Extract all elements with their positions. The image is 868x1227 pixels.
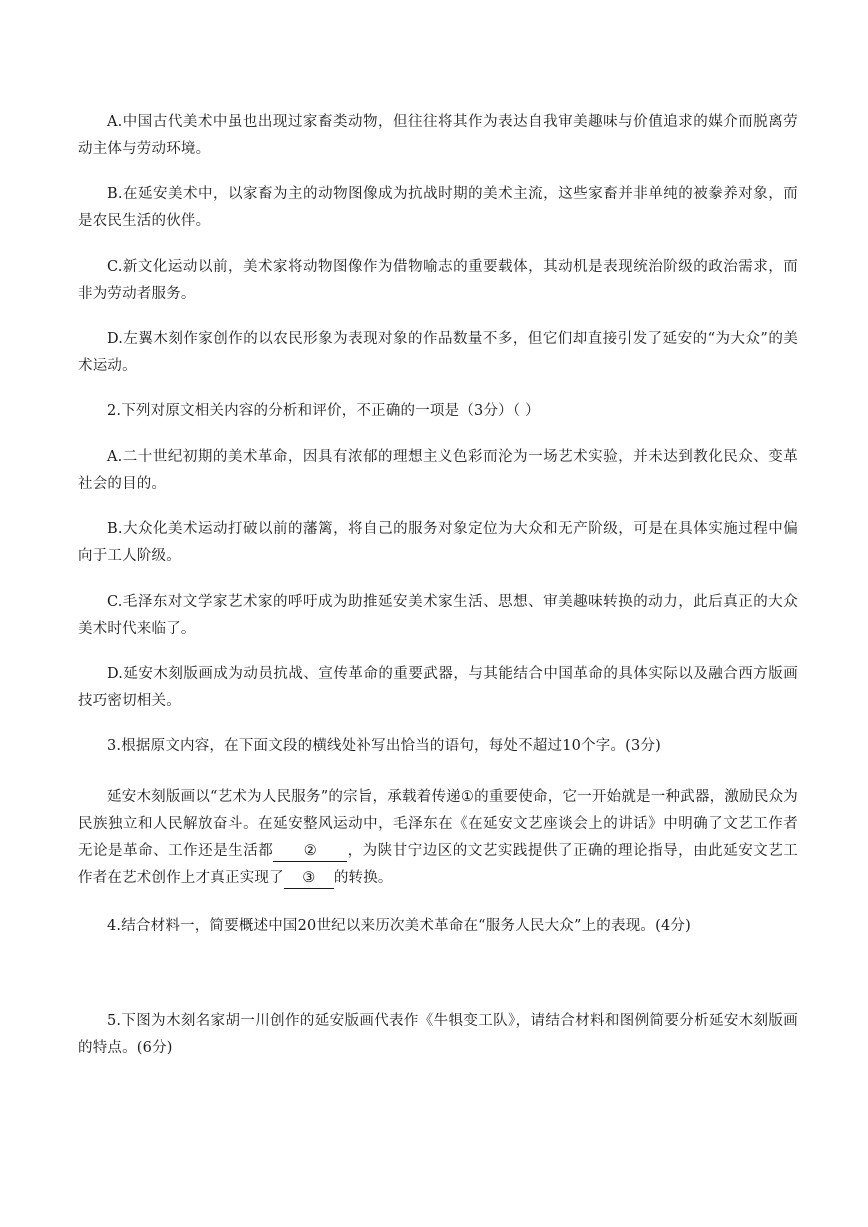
q3-text-2: 的重要使命，它一开始就是一种武器，激励民众为民族独立和人民解放奋斗。在延安整风运动中，毛泽东在《在延安文艺座谈会上的讲话》中明确了文艺工作者无论是革命、工作还是生活都 bbox=[78, 789, 798, 859]
q1-option-c: C.新文化运动以前，美术家将动物图像作为借物喻志的重要载体，其动机是表现统治阶级的政治需求，而非为劳动者服务。 bbox=[78, 259, 798, 302]
q2-option-a: A.二十世纪初期的美术革命，因具有浓郁的理想主义色彩而沦为一场艺术实验，并未达到教化民众、变革社会的目的。 bbox=[78, 449, 798, 492]
q1-option-d: D.左翼木刻作家创作的以农民形象为表现对象的作品数量不多，但它们却直接引发了延安的“为大众”的美术运动。 bbox=[78, 331, 798, 374]
q3-blank-1[interactable]: ① bbox=[460, 789, 475, 805]
q2-stem: 2.下列对原文相关内容的分析和评价，不正确的一项是（3分）（ ） bbox=[107, 403, 540, 419]
q3-passage bbox=[78, 784, 798, 892]
q3-text-4: 的转换。 bbox=[333, 870, 393, 886]
q5-stem: 5.下图为木刻名家胡一川创作的延安版画代表作《牛犋变工队》，请结合材料和图例简要分析延安木刻版画的特点。(6分) bbox=[78, 1013, 798, 1056]
q3-stem: 3.根据原文内容，在下面文段的横线处补写出恰当的语句，每处不超过10个字。(3分) bbox=[107, 738, 662, 754]
q2-option-c: C.毛泽东对文学家艺术家的呼吁成为助推延安美术家生活、思想、审美趣味转换的动力，此后真正的大众美术时代来临了。 bbox=[78, 594, 798, 637]
q3-blank-2[interactable]: ② bbox=[273, 841, 347, 862]
q3-blank-3[interactable]: ③ bbox=[284, 868, 334, 889]
q3-text-3: ，为陕甘宁边区的文艺实践提供了正确的理论指导，由此延安文艺工作者在艺术创作上才真正实现了 bbox=[78, 843, 799, 886]
q4-stem: 4.结合材料一，简要概述中国20世纪以来历次美术革命在“服务人民大众”上的表现。(4分) bbox=[107, 918, 691, 934]
q1-option-b: B.在延安美术中，以家畜为主的动物图像成为抗战时期的美术主流，这些家畜并非单纯的被豢养对象，而是农民生活的伙伴。 bbox=[78, 186, 798, 229]
q2-option-b: B.大众化美术运动打破以前的藩篱，将自己的服务对象定位为大众和无产阶级，可是在具体实施过程中偏向于工人阶级。 bbox=[78, 521, 798, 564]
q2-option-d: D.延安木刻版画成为动员抗战、宣传革命的重要武器，与其能结合中国革命的具体实际以及融合西方版画技巧密切相关。 bbox=[78, 666, 798, 709]
q3-text-1: 延安木刻版画以“艺术为人民服务”的宗旨，承载着传递 bbox=[107, 789, 461, 805]
q1-option-a: A.中国古代美术中虽也出现过家畜类动物，但往往将其作为表达自我审美趣味与价值追求的媒介而脱离劳动主体与劳动环境。 bbox=[78, 114, 798, 157]
